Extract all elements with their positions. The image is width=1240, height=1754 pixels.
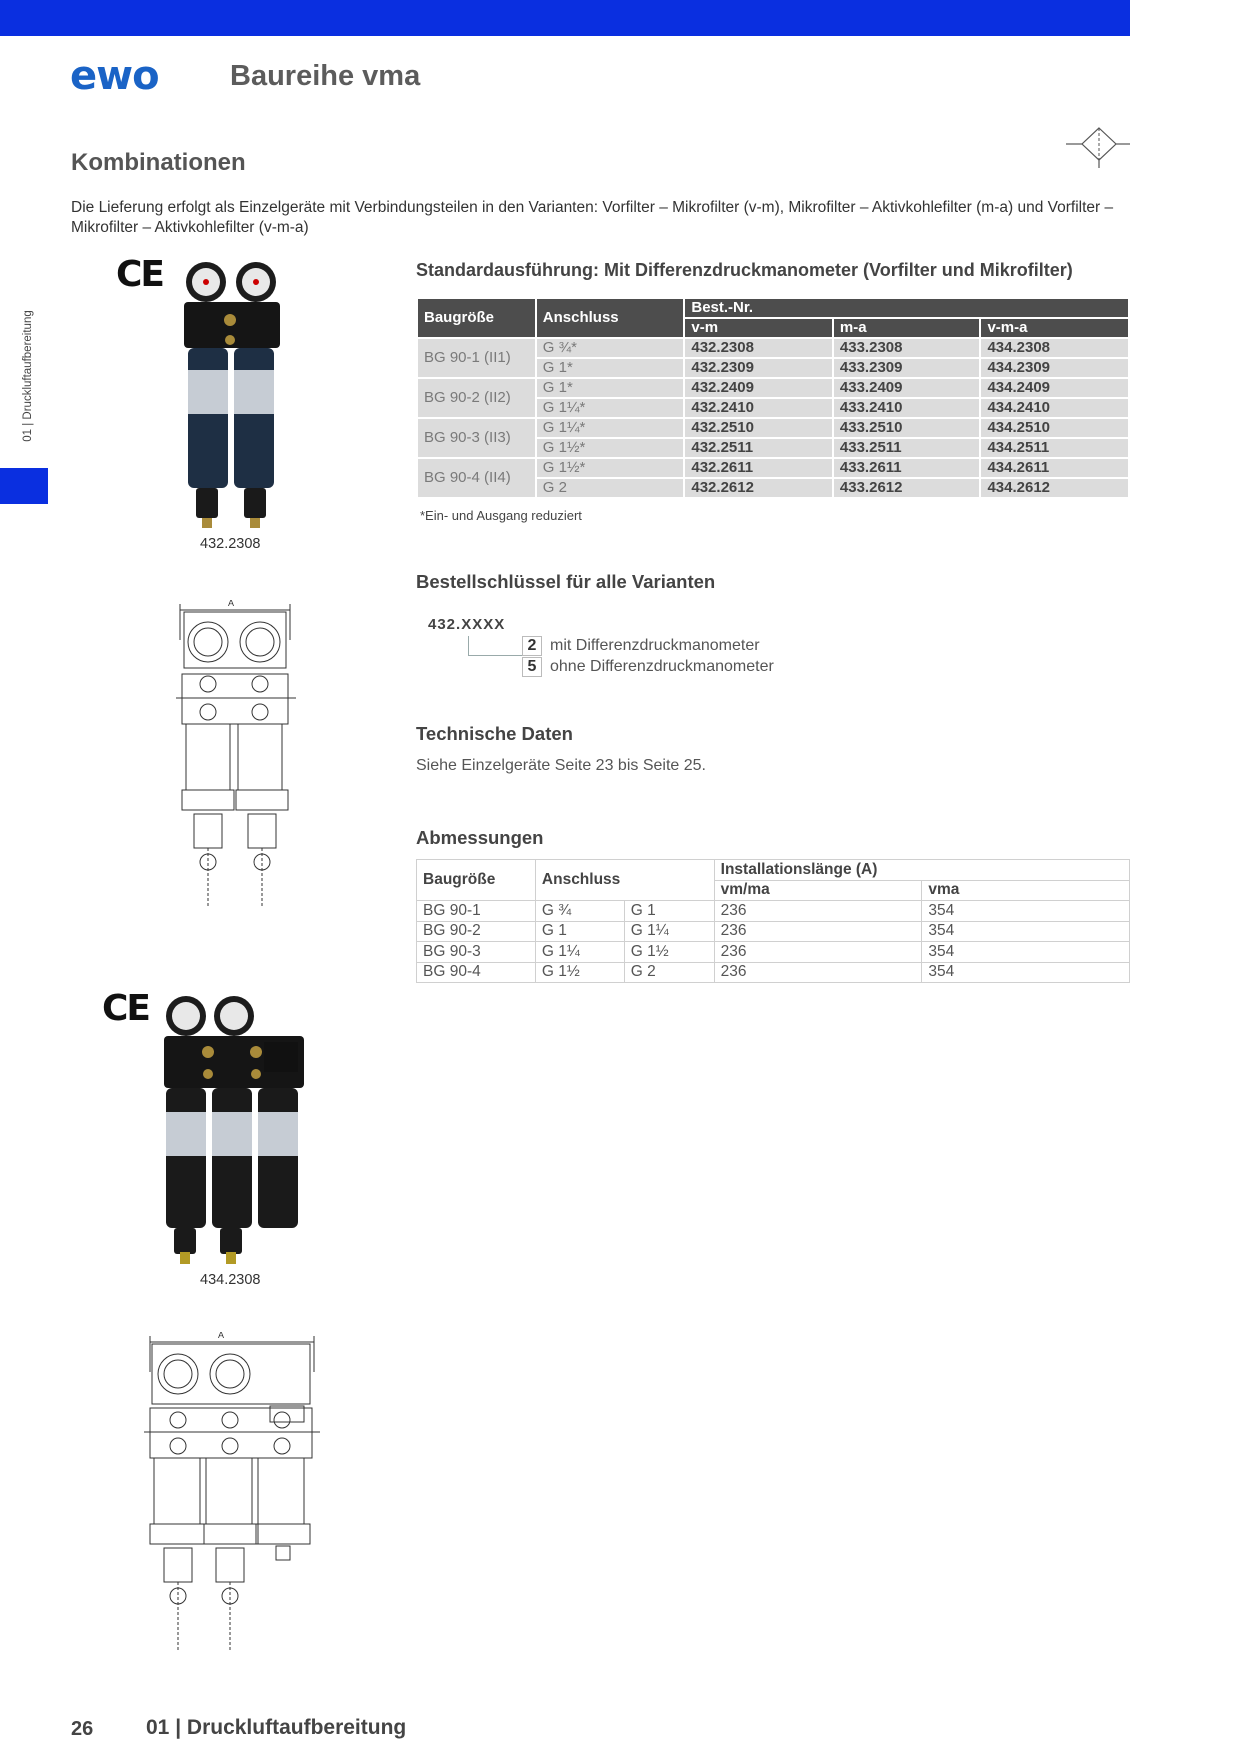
vma-cell: 434.2510 xyxy=(980,418,1129,438)
col-vm-header: v-m xyxy=(684,318,833,338)
technical-drawing-vm xyxy=(172,600,300,912)
table-row xyxy=(417,338,1129,358)
size-cell: BG 90-4 (II4) xyxy=(417,458,536,498)
vma-cell: 434.2409 xyxy=(980,378,1129,398)
table-row xyxy=(417,418,1129,438)
table-row xyxy=(417,921,1130,942)
col-vmma-header: vm/ma xyxy=(714,880,922,901)
dimensions-table xyxy=(416,859,1130,983)
port1-cell: G ¾ xyxy=(535,901,624,922)
port-cell: G 2 xyxy=(536,478,685,498)
ce-mark: CE xyxy=(116,254,164,295)
ma-cell: 433.2309 xyxy=(833,358,981,378)
orderkey-title: Bestellschlüssel für alle Varianten xyxy=(416,571,716,592)
port1-cell: G 1 xyxy=(535,921,624,942)
ma-cell: 433.2308 xyxy=(833,338,981,358)
ma-cell: 433.2511 xyxy=(833,438,981,458)
vmma-cell: 236 xyxy=(714,921,922,942)
port2-cell: G 1¼ xyxy=(624,921,714,942)
col-vma-header: vma xyxy=(922,880,1130,901)
vma-cell: 434.2309 xyxy=(980,358,1129,378)
vma-cell: 354 xyxy=(922,921,1130,942)
size-cell: BG 90-2 (II2) xyxy=(417,378,536,418)
col-install-header: Installationslänge (A) xyxy=(714,860,1129,881)
vm-cell: 432.2612 xyxy=(684,478,833,498)
ce-mark-2: CE xyxy=(102,988,150,1029)
table-row xyxy=(417,901,1130,922)
techdata-title: Technische Daten xyxy=(416,723,573,744)
table-row xyxy=(417,942,1130,963)
vm-cell: 432.2309 xyxy=(684,358,833,378)
page-title: Baureihe vma xyxy=(230,60,421,92)
col-size-header: Baugröße xyxy=(417,298,536,338)
col-order-header: Best.-Nr. xyxy=(684,298,1129,318)
vm-cell: 432.2410 xyxy=(684,398,833,418)
product-photo-vma xyxy=(160,994,306,1266)
size-cell: BG 90-1 (II1) xyxy=(417,338,536,378)
sidebar-marker xyxy=(0,468,48,504)
sidebar-tab xyxy=(18,300,34,460)
port2-cell: G 2 xyxy=(624,962,714,983)
standard-table xyxy=(416,297,1130,499)
table-footnote: *Ein- und Ausgang reduziert xyxy=(420,508,582,523)
dimension-label-2: A xyxy=(218,1332,225,1340)
ma-cell: 433.2611 xyxy=(833,458,981,478)
product1-caption: 432.2308 xyxy=(200,536,261,552)
dimension-label: A xyxy=(228,600,235,608)
col-port-header: Anschluss xyxy=(536,298,685,338)
vm-cell: 432.2409 xyxy=(684,378,833,398)
ma-cell: 433.2612 xyxy=(833,478,981,498)
techdata-text: Siehe Einzelgeräte Seite 23 bis Seite 25. xyxy=(416,757,706,774)
vm-cell: 432.2611 xyxy=(684,458,833,478)
port-cell: G 1¼* xyxy=(536,418,685,438)
vm-cell: 432.2308 xyxy=(684,338,833,358)
orderkey-code: 432.XXXX xyxy=(428,616,506,633)
port-cell: G 1½* xyxy=(536,438,685,458)
ma-cell: 433.2510 xyxy=(833,418,981,438)
col-ma-header: m-a xyxy=(833,318,981,338)
port2-cell: G 1½ xyxy=(624,942,714,963)
port-cell: G 1* xyxy=(536,358,685,378)
vmma-cell: 236 xyxy=(714,942,922,963)
port-cell: G 1¼* xyxy=(536,398,685,418)
port1-cell: G 1½ xyxy=(535,962,624,983)
table-row xyxy=(417,378,1129,398)
page-number: 26 xyxy=(71,1718,94,1740)
orderkey-option xyxy=(522,636,760,656)
vma-cell: 434.2410 xyxy=(980,398,1129,418)
vm-cell: 432.2511 xyxy=(684,438,833,458)
vma-cell: 434.2612 xyxy=(980,478,1129,498)
technical-drawing-vma xyxy=(144,1332,320,1656)
vma-cell: 354 xyxy=(922,942,1130,963)
option-text: mit Differenzdruckmanometer xyxy=(550,637,760,654)
port2-cell: G 1 xyxy=(624,901,714,922)
vm-cell: 432.2510 xyxy=(684,418,833,438)
ewo-logo: ewo xyxy=(70,53,159,99)
size-cell: BG 90-1 xyxy=(417,901,536,922)
option-digit: 5 xyxy=(522,657,542,677)
standard-title: Standardausführung: Mit Differenzdruckmanometer (Vorfilter und Mikrofilter) xyxy=(416,260,1073,280)
dimensions-title: Abmessungen xyxy=(416,827,544,848)
port-cell: G 1* xyxy=(536,378,685,398)
vma-cell: 354 xyxy=(922,901,1130,922)
option-digit: 2 xyxy=(522,636,542,656)
col-size-header: Baugröße xyxy=(417,860,536,901)
top-color-bar xyxy=(0,0,1130,36)
option-text: ohne Differenzdruckmanometer xyxy=(550,658,774,675)
ma-cell: 433.2409 xyxy=(833,378,981,398)
footer-title: 01 | Druckluftaufbereitung xyxy=(146,1716,407,1739)
vmma-cell: 236 xyxy=(714,962,922,983)
port-cell: G 1½* xyxy=(536,458,685,478)
orderkey-connector xyxy=(468,636,522,656)
port1-cell: G 1¼ xyxy=(535,942,624,963)
vma-cell: 434.2308 xyxy=(980,338,1129,358)
sidebar-label: 01 | Druckluftaufbereitung xyxy=(22,310,34,442)
port-cell: G ¾* xyxy=(536,338,685,358)
section-title: Kombinationen xyxy=(71,149,246,176)
col-vma-header: v-m-a xyxy=(980,318,1129,338)
size-cell: BG 90-3 xyxy=(417,942,536,963)
table-row xyxy=(417,962,1130,983)
ma-cell: 433.2410 xyxy=(833,398,981,418)
vma-cell: 354 xyxy=(922,962,1130,983)
intro-text: Die Lieferung erfolgt als Einzelgeräte mit Verbindungsteilen in den Varianten: Vorfilter – Mikrofilter (v-m), Mikrofilter – Aktivkohlefilter (m-a) und Vorfilter – Mikrofilter – Aktivkohlefilter (v-m-a) xyxy=(71,199,1114,236)
table-row xyxy=(417,458,1129,478)
filter-symbol-icon xyxy=(1066,124,1132,170)
size-cell: BG 90-2 xyxy=(417,921,536,942)
size-cell: BG 90-4 xyxy=(417,962,536,983)
product2-caption: 434.2308 xyxy=(200,1272,261,1288)
product-photo-vm xyxy=(176,258,286,530)
orderkey-option xyxy=(522,657,774,677)
vma-cell: 434.2511 xyxy=(980,438,1129,458)
vma-cell: 434.2611 xyxy=(980,458,1129,478)
size-cell: BG 90-3 (II3) xyxy=(417,418,536,458)
col-port-header: Anschluss xyxy=(535,860,714,901)
vmma-cell: 236 xyxy=(714,901,922,922)
